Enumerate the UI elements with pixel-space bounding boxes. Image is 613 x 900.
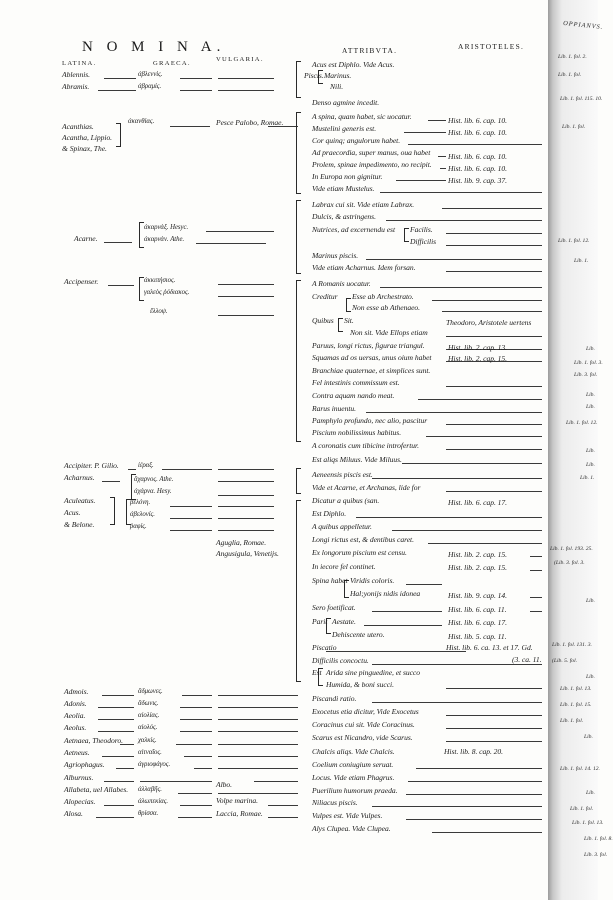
- leader-line: [446, 386, 542, 387]
- oppian-reference: Lib. 1. fol. 115. 10.: [560, 96, 603, 102]
- attribute-text: Facilis.: [410, 225, 433, 234]
- leader-line: [446, 449, 542, 450]
- latin-name: Aetneus.: [64, 748, 90, 757]
- leader-line: [178, 817, 212, 818]
- aristotle-reference: Hist. lib. 9. cap. 14.: [448, 591, 508, 600]
- greek-name: βελόνη.: [130, 499, 151, 506]
- bracket: [110, 497, 115, 525]
- leader-line: [530, 597, 542, 598]
- leader-line: [218, 90, 274, 91]
- leader-line: [104, 78, 136, 79]
- attribute-text: Non esse ab Athenaeo.: [352, 303, 420, 312]
- attribute-text: Cor quinq; angulorum habet.: [312, 136, 401, 145]
- oppianus-column-header: OPPIANVS.: [562, 19, 604, 32]
- leader-line: [372, 478, 542, 479]
- attribute-text: A spina, quam habet, sic uocatur.: [312, 112, 412, 121]
- attribute-text: Sit.: [344, 316, 354, 325]
- attribute-text: Rarus inuentu.: [312, 404, 357, 413]
- leader-line: [218, 530, 274, 531]
- oppian-reference: Lib. 1. fol. 3.: [574, 360, 603, 366]
- oppian-reference: Lib. 1. fol.: [570, 806, 594, 812]
- leader-line: [102, 695, 134, 696]
- oppian-reference: Lib. 1.: [580, 475, 595, 481]
- attribute-text: Niliacus piscis.: [312, 798, 358, 807]
- attribute-text: Pamphylo profundo, nec alio, pascitur: [312, 416, 428, 425]
- leader-line: [372, 806, 542, 807]
- vulgaria-column-header: VULGARIA.: [216, 56, 264, 63]
- leader-line: [180, 719, 212, 720]
- aristotle-reference: Hist. lib. 9. cap. 37.: [448, 176, 508, 185]
- vulgar-name: Aguglia, Romae.: [216, 538, 267, 547]
- latin-name: Admois.: [64, 687, 89, 696]
- leader-line: [446, 245, 542, 246]
- latin-name: & Belone.: [64, 520, 95, 529]
- leader-line: [380, 287, 542, 288]
- greek-name: χαλκίς.: [138, 737, 157, 744]
- attribute-text: Coracinus cui sit. Vide Coracinus.: [312, 720, 415, 729]
- oppian-reference: Lib. 1. fol.: [560, 718, 584, 724]
- attribute-text: Est: [312, 668, 322, 677]
- oppian-reference: Lib. 1.: [574, 258, 589, 264]
- leader-line: [206, 231, 274, 232]
- leader-line: [170, 126, 210, 127]
- aristotle-reference: Hist. lib. 2. cap. 15.: [448, 354, 508, 363]
- greek-name: ἱέραξ.: [138, 462, 154, 469]
- leader-line: [104, 242, 132, 243]
- greek-name: θρίσσα.: [138, 810, 159, 817]
- attribute-text: Marinus.: [324, 71, 352, 80]
- attribute-text: Dulcis, & astringens.: [312, 212, 376, 221]
- leader-line: [254, 781, 298, 782]
- attribute-text: Est aliqs Miluus. Vide Miluus.: [312, 455, 402, 464]
- oppian-reference: Lib. 1. fol. 14. 12.: [560, 766, 600, 772]
- leader-line: [98, 719, 134, 720]
- vulgar-name: Volpe marina.: [216, 796, 258, 805]
- leader-line: [128, 469, 136, 470]
- leader-line: [446, 336, 542, 337]
- leader-line: [218, 793, 298, 794]
- leader-line: [218, 78, 274, 79]
- latin-name: Agriophagus.: [64, 760, 105, 769]
- leader-line: [446, 271, 542, 272]
- leader-line: [98, 731, 134, 732]
- leader-line: [446, 233, 542, 234]
- latin-name: & Spinax, The.: [62, 144, 107, 153]
- group-bracket: [296, 200, 301, 274]
- attribute-text: A coronatis cum tibicine introfertur.: [312, 441, 419, 450]
- leader-line: [180, 805, 212, 806]
- attribute-text: Denso agmine incedit.: [312, 98, 380, 107]
- oppian-reference: Lib.: [586, 790, 595, 796]
- leader-line: [372, 702, 542, 703]
- aristotle-reference: Hist. lib. 6. ca. 13. et 17. Gd.: [446, 643, 533, 652]
- greek-name: ἀλωπεκίας.: [138, 798, 169, 805]
- leader-line: [438, 156, 446, 157]
- latin-name: Aculeatus.: [64, 496, 96, 505]
- leader-line: [364, 625, 442, 626]
- leader-line: [180, 731, 212, 732]
- attribute-text: Nili.: [330, 82, 344, 91]
- oppian-reference: Lib.: [586, 674, 595, 680]
- leader-line: [218, 756, 298, 757]
- attribute-text: Branchiae quaternae, et simplices sunt.: [312, 366, 431, 375]
- latin-name: Alosa.: [64, 809, 83, 818]
- attribute-text: Fel intestinis commissum est.: [312, 378, 400, 387]
- latin-name: Aetnaea, Theodoro.: [64, 736, 123, 745]
- greek-name: ἀλλαβῆς.: [138, 786, 162, 793]
- attribute-text: A quibus appelletur.: [312, 522, 372, 531]
- attribute-text: Difficilis concoctu.: [312, 656, 369, 665]
- leader-line: [268, 805, 298, 806]
- leader-line: [446, 491, 542, 492]
- leader-line: [380, 192, 542, 193]
- oppian-reference: Lib. 1. fol. 131. 3.: [552, 642, 592, 648]
- leader-line: [446, 715, 542, 716]
- greek-name: αἰολός.: [138, 724, 158, 731]
- attribute-text: Squamas ad os uersas, unus oium habet: [312, 353, 432, 362]
- aristoteles-column-header: ARISTOTELES.: [458, 42, 525, 51]
- aristotle-reference: Hist. lib. 6. cap. 10.: [448, 116, 508, 125]
- attribute-text: Humida, & boni succi.: [326, 680, 394, 689]
- attribute-text: Vide etiam Acharnus. Idem forsan.: [312, 263, 416, 272]
- leader-line: [108, 285, 134, 286]
- latin-name: Acharnus.: [64, 473, 95, 482]
- greek-name: ῥαφίς.: [130, 523, 147, 530]
- attribute-text: Sero foetificat.: [312, 603, 356, 612]
- leader-line: [396, 180, 446, 181]
- aristotle-reference: Theodoro, Aristotele uertens: [446, 318, 532, 327]
- leader-line: [372, 611, 442, 612]
- leader-line: [326, 651, 466, 652]
- leader-line: [180, 90, 212, 91]
- leader-line: [218, 695, 298, 696]
- sub-bracket: [404, 228, 409, 242]
- latin-name: Acus.: [64, 508, 81, 517]
- leader-line: [428, 543, 542, 544]
- greek-name: ἀκανθίας.: [128, 118, 155, 125]
- attribute-text: Piscium nobilissimus habitus.: [312, 428, 402, 437]
- vulgar-name: Angusigula, Venetijs.: [216, 549, 279, 558]
- leader-line: [184, 756, 212, 757]
- leader-line: [176, 744, 212, 745]
- aristotle-reference: Hist. lib. 6. cap. 10.: [448, 152, 508, 161]
- leader-line: [530, 556, 542, 557]
- leader-line: [218, 719, 298, 720]
- leader-line: [116, 768, 134, 769]
- attribute-text: Ex longorum piscium est censu.: [312, 548, 407, 557]
- leader-line: [170, 518, 212, 519]
- leader-line: [432, 300, 542, 301]
- leader-line: [392, 530, 542, 531]
- sub-bracket: [338, 318, 343, 332]
- leader-line: [218, 518, 274, 519]
- sub-bracket: [346, 298, 351, 312]
- leader-line: [218, 284, 274, 285]
- leader-line: [102, 481, 120, 482]
- greek-name: ἀβλεννὶς.: [138, 71, 163, 78]
- greek-name: ἔλλοψ.: [150, 308, 168, 315]
- attribute-text: Ad praecordia, super manus, oua habet: [312, 148, 431, 157]
- greek-name: ἀβραμὶς.: [138, 83, 162, 90]
- leader-line: [440, 168, 446, 169]
- leader-line: [432, 832, 542, 833]
- attribute-text: Paruus, longi rictus, figurae triangul.: [312, 341, 425, 350]
- attribute-text: Est Diphlo.: [312, 509, 347, 518]
- leader-line: [386, 220, 542, 221]
- aristotle-reference: Hist. lib. 6. cap. 17.: [448, 498, 508, 507]
- oppian-reference: (Lib. 3. fol. 3.: [554, 560, 585, 566]
- oppian-reference: Lib.: [586, 346, 595, 352]
- attribute-text: Quibus: [312, 316, 334, 325]
- attribute-text: Piscandi ratio.: [312, 694, 357, 703]
- attribute-text: Spina habet: [312, 576, 348, 585]
- greek-name: ἄχαρνος. Athe.: [134, 476, 174, 483]
- vulgar-name: Pesce Palobo, Romae.: [216, 118, 284, 127]
- latin-name: Aeolus.: [64, 723, 87, 732]
- aristotle-reference: Hist. lib. 2. cap. 15.: [448, 563, 508, 572]
- leader-line: [218, 296, 274, 297]
- attribute-text: In Europa non gignitur.: [312, 172, 383, 181]
- greek-name: ἀγριοφάγος.: [138, 761, 171, 768]
- leader-line: [170, 530, 212, 531]
- attribute-text: Piscatio: [312, 643, 337, 652]
- leader-line: [218, 506, 274, 507]
- leader-line: [98, 90, 136, 91]
- aristotle-reference: Hist. lib. 2. cap. 15.: [448, 550, 508, 559]
- aristotle-reference: Hist. lib. 6. cap. 11.: [448, 605, 507, 614]
- oppian-reference: Lib.: [584, 734, 593, 740]
- oppian-reference: Lib. 1. fol. 8.: [584, 836, 613, 842]
- attribute-text: Nutrices, ad excernendu est: [312, 225, 396, 234]
- leader-line: [416, 768, 542, 769]
- oppian-reference: Lib. 3. fol.: [574, 372, 598, 378]
- latin-name: Ablennis.: [62, 70, 91, 79]
- oppian-reference: Lib. 1. fol. 12.: [558, 238, 590, 244]
- leader-line: [530, 570, 542, 571]
- latin-name: Adonis.: [64, 699, 87, 708]
- leader-line: [446, 728, 542, 729]
- leader-line: [366, 412, 542, 413]
- oppian-reference: Lib. 1. fol.: [558, 72, 582, 78]
- leader-line: [442, 208, 542, 209]
- attribute-text: Non sit. Vide Ellops etiam: [350, 328, 428, 337]
- latin-name: Accipenser.: [64, 277, 99, 286]
- leader-line: [218, 768, 298, 769]
- oppian-reference: Lib. 1. fol. 193. 25.: [550, 546, 593, 552]
- attribute-text: Vulpes est. Vide Vulpes.: [312, 811, 383, 820]
- attribute-text: Vide et Acarne, et Archanas, lide for: [312, 483, 421, 492]
- oppian-reference: Lib. 1. fol.: [562, 124, 586, 130]
- leader-line: [170, 506, 212, 507]
- leader-line: [178, 793, 212, 794]
- greek-name: ἀχάρνα. Hesy.: [134, 488, 172, 495]
- oppian-reference: Lib.: [586, 462, 595, 468]
- oppian-reference: Lib. 1. fol. 2.: [558, 54, 587, 60]
- oppian-reference: Lib. 3. fol.: [584, 852, 608, 858]
- attribute-text: In iecore fel continet.: [312, 562, 376, 571]
- latin-name: Abramis.: [62, 82, 90, 91]
- attribute-text: Chalcis aliqs. Vide Chalcis.: [312, 747, 395, 756]
- attribute-text: Viridis coloris.: [350, 576, 395, 585]
- attribute-text: A Romanis uocatur.: [312, 279, 371, 288]
- attribute-text: Difficilis: [410, 237, 437, 246]
- leader-line: [356, 517, 542, 518]
- leader-line: [180, 707, 212, 708]
- leader-line: [218, 707, 298, 708]
- greek-name: ἄδωνις.: [138, 700, 159, 707]
- leader-line: [120, 744, 134, 745]
- leader-line: [218, 731, 298, 732]
- vulgar-name: Albo.: [216, 780, 232, 789]
- attribute-text: Creditur: [312, 292, 338, 301]
- group-bracket: [296, 280, 301, 442]
- attribute-text: Scarus est Nicandro, vide Scarus.: [312, 733, 413, 742]
- leader-line: [372, 664, 542, 665]
- aristotle-reference: Hist. lib. 5. cap. 11.: [448, 632, 507, 641]
- greek-name: ἀκαρνὰξ. Hesyc.: [144, 224, 189, 231]
- aristotle-reference: Hist. lib. 6. cap. 10.: [448, 128, 508, 137]
- leader-line: [446, 424, 542, 425]
- leader-line: [406, 584, 442, 585]
- attribute-text: Parit: [312, 617, 328, 626]
- oppian-reference: Lib. 1. fol. 13.: [560, 686, 592, 692]
- attribute-text: Aestate.: [332, 617, 356, 626]
- greek-name: ἀβελονίς.: [130, 511, 155, 518]
- attribute-text: Contra aquam nando meat.: [312, 391, 395, 400]
- attribute-text: Exocetus etia dicitur, Vide Exocetus: [312, 707, 419, 716]
- aristotle-reference: Hist. lib. 6. cap. 10.: [448, 164, 508, 173]
- leader-line: [102, 756, 134, 757]
- attribute-text: Dicatur a quibus (san.: [312, 496, 380, 505]
- leader-line: [418, 399, 542, 400]
- attribute-text: Alys Clupea. Vide Clupea.: [312, 824, 391, 833]
- attribute-text: Longi rictus est, & dentibus caret.: [312, 535, 414, 544]
- greek-name: ἄδμωνες.: [138, 688, 163, 695]
- oppian-reference: Lib.: [586, 598, 595, 604]
- greek-name: ἀκκιπήσιος.: [144, 277, 176, 284]
- group-bracket: [296, 500, 301, 682]
- leader-line: [406, 794, 542, 795]
- attribute-text: Arida sine pinguedine, et succo: [326, 668, 420, 677]
- nomina-heading: N O M I N A.: [82, 39, 226, 55]
- attribute-text: Hal;yonijs nidis idonea: [350, 589, 421, 598]
- greek-name: αἰολίας.: [138, 712, 160, 719]
- leader-line: [218, 744, 298, 745]
- leader-line: [98, 707, 134, 708]
- attribute-text: Vide etiam Mustelus.: [312, 184, 375, 193]
- latin-name: Accipiter. P. Gilio.: [64, 461, 119, 470]
- latin-name: Aeolia.: [64, 711, 86, 720]
- bracket: [116, 123, 121, 147]
- attributa-column-header: ATTRIBVTA.: [342, 46, 398, 55]
- greek-name: αἰτναῖος.: [138, 749, 162, 756]
- attribute-text: Dehiscente utero.: [332, 630, 385, 639]
- leader-line: [218, 481, 274, 482]
- oppian-reference: (Lib. 5. fol.: [552, 658, 578, 664]
- leader-line: [268, 817, 298, 818]
- leader-line: [104, 781, 134, 782]
- leader-line: [96, 817, 134, 818]
- attribute-text: Labrax cui sit. Vide etiam Labrax.: [312, 200, 415, 209]
- leader-line: [406, 819, 542, 820]
- attribute-text: Coelium coniugium seruat.: [312, 760, 394, 769]
- group-bracket: [296, 61, 301, 98]
- leader-line: [442, 311, 542, 312]
- group-bracket: [296, 112, 301, 194]
- leader-line: [196, 243, 266, 244]
- latina-column-header: LATINA.: [62, 60, 97, 67]
- latin-name: Acantha, Lippio.: [62, 133, 113, 142]
- leader-line: [104, 805, 134, 806]
- oppian-reference: Lib. 1. fol. 13.: [572, 820, 604, 826]
- graeca-column-header: GRAECA.: [153, 60, 191, 67]
- oppian-reference: Lib.: [586, 392, 595, 398]
- leader-line: [404, 132, 446, 133]
- leader-line: [218, 495, 274, 496]
- attribute-text: Prolem, spinae impedimento, no recipit.: [312, 160, 432, 169]
- latin-name: Alburnus.: [64, 773, 94, 782]
- attribute-text: Aeneensis piscis est.: [312, 470, 373, 479]
- greek-name: γαλεὸς ῥόδιακος.: [144, 289, 190, 296]
- latin-name: Acarne.: [74, 234, 98, 243]
- oppian-reference: Lib.: [586, 448, 595, 454]
- leader-line: [446, 741, 542, 742]
- attribute-text: Esse ab Archestrato.: [352, 292, 414, 301]
- greek-name: ἀκαρνὰν. Athe.: [144, 236, 185, 243]
- aristotle-reference: Hist. lib. 2. cap. 13.: [448, 343, 508, 352]
- oppian-reference: Lib. 1. fol. 12.: [566, 420, 598, 426]
- leader-line: [428, 120, 446, 121]
- leader-line: [446, 688, 542, 689]
- latin-name: Acanthias.: [62, 122, 94, 131]
- leader-line: [402, 463, 542, 464]
- leader-line: [194, 768, 212, 769]
- leader-line: [426, 436, 542, 437]
- aristotle-reference: Hist. lib. 8. cap. 20.: [444, 747, 504, 756]
- leader-line: [530, 611, 542, 612]
- leader-line: [218, 315, 274, 316]
- attribute-text: Mustelini generis est.: [312, 124, 377, 133]
- vulgar-name: Laccia, Romae.: [216, 809, 263, 818]
- leader-line: [140, 781, 212, 782]
- attribute-text: Locus. Vide etiam Phagrus.: [312, 773, 395, 782]
- leader-line: [408, 781, 542, 782]
- attribute-text: Piscis.: [304, 71, 324, 80]
- latin-name: Alopecias.: [64, 797, 96, 806]
- leader-line: [162, 469, 212, 470]
- attribute-text: Acus est Diphlo. Vide Acus.: [312, 60, 395, 69]
- aristotle-reference: Hist. lib. 6. cap. 17.: [448, 618, 508, 627]
- oppian-reference: Lib. 1. fol. 15.: [560, 702, 592, 708]
- latin-name: Allabeta, uel Allabes.: [64, 785, 129, 794]
- leader-line: [366, 259, 542, 260]
- leader-line: [218, 469, 274, 470]
- leader-line: [408, 144, 542, 145]
- leader-line: [182, 695, 212, 696]
- attribute-text: Marinus piscis.: [312, 251, 359, 260]
- oppian-reference: Lib.: [586, 404, 595, 410]
- group-bracket: [296, 468, 301, 494]
- attribute-text: Puerilium humorum praeda.: [312, 786, 398, 795]
- aristotle-reference: (3. ca. 11.: [512, 655, 542, 664]
- leader-line: [180, 78, 212, 79]
